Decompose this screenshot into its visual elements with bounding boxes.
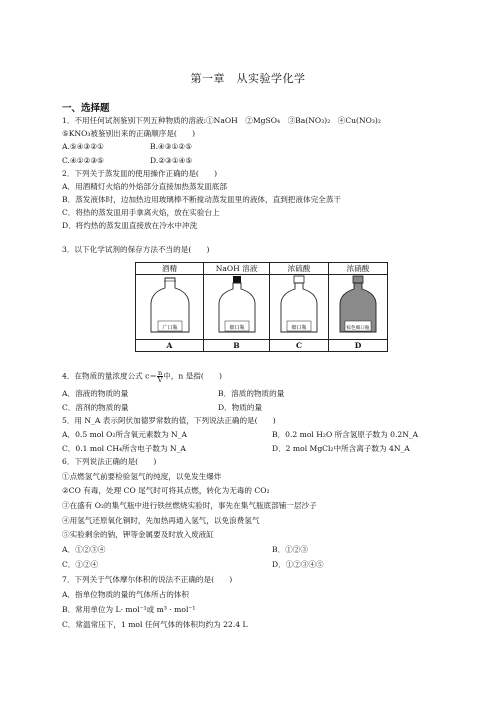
bottle-cell-d [329, 275, 388, 340]
q5-stem: 5．用 N_A 表示阿伏加德罗常数的值，下列说法正确的是( ) [62, 416, 276, 425]
q5-option-b: B．0.2 mol H₂O 所含氢原子数为 0.2N_A [272, 430, 419, 439]
q4-option-b: B．溶质的物质的量 [218, 389, 285, 398]
q5-option-d: D．2 mol MgCl₂中所含离子数为 4N_A [272, 444, 410, 453]
q2-option-c: C．将热的蒸发皿用手拿离火焰，放在实验台上 [62, 208, 220, 217]
q6-statement-1: ①点燃氢气前要检验氢气的纯度，以免发生爆炸 [62, 472, 222, 481]
q1-option-a: A.⑤④③②① [62, 142, 104, 151]
header-ethanol: 酒精 [136, 263, 204, 275]
q1-option-d: D.②③①④⑤ [150, 156, 193, 165]
q6-stem: 6．下列说法正确的是( ) [62, 457, 157, 466]
option-letter-c: C [270, 340, 329, 352]
q5-option-c: C．0.1 mol CH₄所含电子数为 N_A [62, 444, 186, 453]
narrow-mouth-bottle-icon [207, 275, 267, 337]
q7-stem: 7．下列关于气体摩尔体积的说法不正确的是( ) [62, 575, 233, 584]
q2-option-b: B．蒸发液体时，边加热边用玻璃棒不断搅动蒸发皿里的液体，直到把液体完全蒸干 [62, 195, 341, 204]
fraction-denominator: V [157, 376, 163, 384]
q2-option-d: D．将灼热的蒸发皿直接放在冷水中冲洗 [62, 221, 198, 230]
q1-stem-line2: ⑤KNO₃被鉴别出来的正确顺序是( ) [62, 129, 196, 138]
bottle-cell-a [136, 275, 204, 340]
q6-statement-4: ④用氢气还原氧化铜时，先加热再通入氢气，以免浪费氢气 [62, 516, 260, 525]
reagent-bottle-table [135, 262, 388, 352]
brown-bottle-icon [330, 275, 386, 337]
q4-stem-post: 中，n 是指( ) [163, 371, 223, 381]
q1-option-b: B.④③①②⑤ [150, 142, 193, 151]
option-letter-b: B [204, 340, 270, 352]
bottle-cell-c [270, 275, 329, 340]
q4-stem [62, 370, 222, 383]
q4-option-c: C．溶剂的物质的量 [62, 403, 129, 412]
q3-stem: 3．以下化学试剂的保存方法不当的是( ) [62, 245, 210, 254]
wide-mouth-bottle-icon [140, 275, 200, 337]
q1-stem-line1: 1．不用任何试剂鉴别下列五种物质的溶液:①NaOH ②MgSO₄ ③Ba(NO₃)₂ ④Cu(NO₃)₂ [62, 116, 381, 125]
q2-option-a: A．用酒精灯火焰的外焰部分直接加热蒸发皿底部 [62, 182, 227, 191]
q7-option-c: C．常温常压下，1 mol 任何气体的体积均约为 22.4 L [62, 620, 248, 629]
q6-option-c: C．①②④ [62, 560, 99, 569]
q6-statement-5: ⑤实验剩余的钠，钾等金属要及时放入废液缸 [62, 530, 214, 539]
bottle-label-b: 细口瓶 [228, 325, 245, 331]
q6-statement-3: ③在盛有 O₂的集气瓶中进行铁丝燃烧实验时，事先在集气瓶底部铺一层沙子 [62, 501, 317, 510]
q7-option-a: A．指单位物质的量的气体所占的体积 [62, 590, 189, 599]
q4-stem-pre: 4．在物质的量浓度公式 c＝ [62, 371, 158, 381]
header-sulfuric-acid: 浓硫酸 [270, 263, 329, 275]
q1-option-c: C.④①②③⑤ [62, 156, 104, 165]
q4-option-d: D．物质的量 [218, 403, 263, 412]
header-nitric-acid: 浓硝酸 [329, 263, 388, 275]
page-title: 第一章 从实验学化学 [190, 72, 306, 85]
header-naoh: NaOH 溶液 [204, 263, 270, 275]
option-letter-d: D [329, 340, 388, 352]
bottle-label-c: 细口瓶 [291, 325, 307, 331]
bottle-label-d: 棕色细口瓶 [346, 326, 370, 331]
q2-stem: 2．下列关于蒸发皿的使用操作正确的是( ) [62, 169, 218, 178]
bottle-label-a: 广口瓶 [161, 325, 178, 331]
narrow-mouth-bottle-icon [271, 275, 327, 337]
bottle-cell-b [204, 275, 270, 340]
q6-option-d: D．①②③④⑤ [272, 560, 324, 569]
section-heading: 一、选择题 [62, 103, 110, 114]
q6-statement-2: ②CO 有毒，处理 CO 尾气时可将其点燃，转化为无毒的 CO₂ [62, 486, 270, 495]
q6-option-a: A．①②③④ [62, 545, 106, 554]
q4-option-a: A．溶液的物质的量 [62, 389, 129, 398]
fraction-numerator: n [158, 369, 163, 377]
q7-option-b: B．常用单位为 L· mol⁻¹或 m³ · mol⁻¹ [62, 605, 196, 614]
q6-option-b: B．①②③ [272, 545, 308, 554]
q5-option-a: A．0.5 mol O₂所含氧元素数为 N_A [62, 430, 187, 439]
option-letter-a: A [136, 340, 204, 352]
